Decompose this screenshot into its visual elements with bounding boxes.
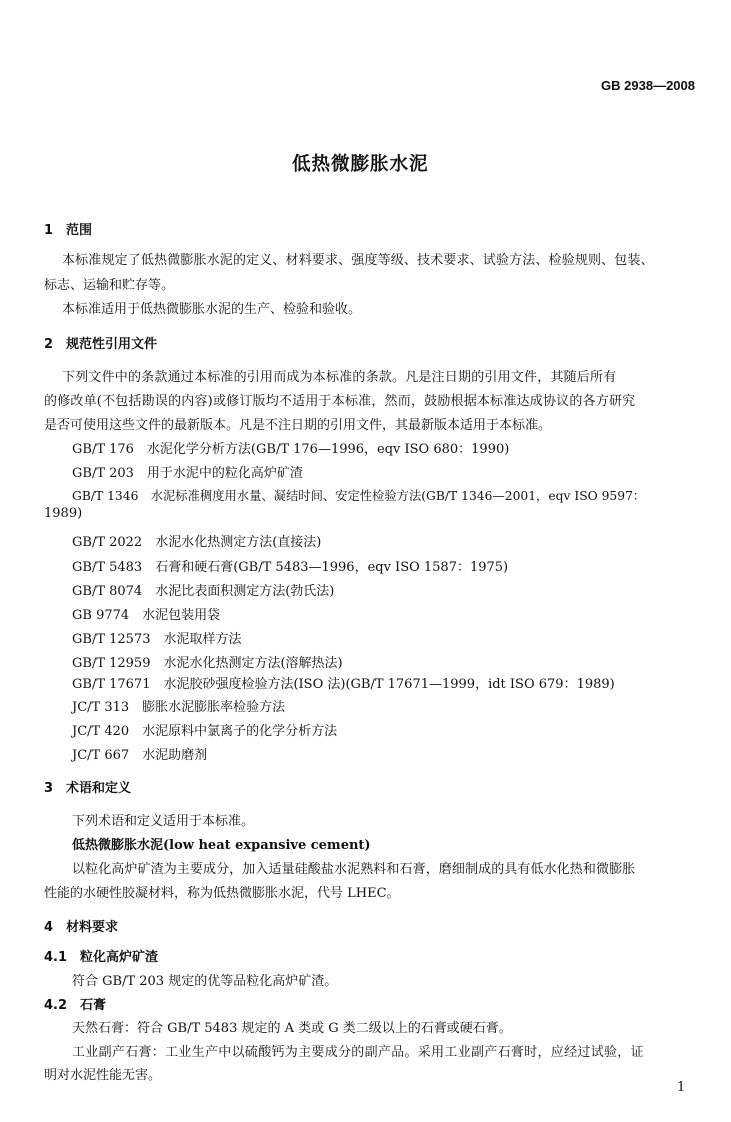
section-4-2-text-line: 明对水泥性能无害。 [44,1068,162,1083]
section-4-heading: 4 材料要求 [44,920,119,935]
reference-item: GB/T 2022 水泥水化热测定方法(直接法) [72,535,322,550]
section-2-paragraph-line: 是否可使用这些文件的最新版本。凡是不注日期的引用文件，其最新版本适用于本标准。 [44,418,552,433]
reference-item: 1989) [44,506,83,521]
reference-item: GB/T 203 用于水泥中的粒化高炉矿渣 [72,466,303,481]
reference-item: GB/T 5483 石膏和硬石膏(GB/T 5483—1996，eqv ISO 1587：1975) [72,560,509,575]
reference-item: GB 9774 水泥包装用袋 [72,608,221,623]
reference-item: JC/T 313 膨胀水泥膨胀率检验方法 [72,700,286,715]
reference-item: GB/T 12959 水泥水化热测定方法(溶解热法) [72,656,343,671]
section-4-1-text: 符合 GB/T 203 规定的优等品粒化高炉矿渣。 [72,974,338,989]
standard-number: GB 2938—2008 [601,78,695,93]
term-heading: 低热微膨胀水泥(low heat expansive cement) [72,838,371,853]
reference-item: JC/T 667 水泥助磨剂 [72,748,208,763]
reference-item: JC/T 420 水泥原料中氯离子的化学分析方法 [72,724,338,739]
section-1-paragraph: 本标准适用于低热微膨胀水泥的生产、检验和验收。 [62,302,362,317]
term-definition-line: 以粒化高炉矿渣为主要成分，加入适量硅酸盐水泥熟料和石膏，磨细制成的具有低水化热和微膨胀 [72,862,636,877]
section-4-2-text-line: 天然石膏：符合 GB/T 5483 规定的 A 类或 G 类二级以上的石膏或硬石膏。 [72,1021,512,1036]
section-3-heading: 3 术语和定义 [44,781,132,796]
section-2-heading: 2 规范性引用文件 [44,337,158,352]
section-1-paragraph-line: 标志、运输和贮存等。 [44,278,175,293]
reference-item: GB/T 8074 水泥比表面积测定方法(勃氏法) [72,584,335,599]
section-1-heading: 1 范围 [44,223,93,238]
page-number: 1 [677,1080,686,1095]
section-4-2-text-line: 工业副产石膏：工业生产中以硫酸钙为主要成分的副产品。采用工业副产石膏时，应经过试验，证 [72,1045,644,1060]
section-4-2-heading: 4.2 石膏 [44,998,107,1013]
section-2-paragraph-line: 下列文件中的条款通过本标准的引用而成为本标准的条款。凡是注日期的引用文件，其随后所有 [62,370,617,385]
reference-item: GB/T 176 水泥化学分析方法(GB/T 176—1996，eqv ISO 680：1990) [72,442,510,457]
page-title: 低热微膨胀水泥 [292,154,429,175]
section-3-paragraph: 下列术语和定义适用于本标准。 [72,814,255,829]
reference-item: GB/T 1346 水泥标准稠度用水量、凝结时间、安定性检验方法(GB/T 1346—2001，eqv ISO 9597： [72,489,646,503]
reference-item: GB/T 12573 水泥取样方法 [72,632,242,647]
section-1-paragraph-line: 本标准规定了低热微膨胀水泥的定义、材料要求、强度等级、技术要求、试验方法、检验规则、包装、 [62,253,654,268]
term-definition-line: 性能的水硬性胶凝材料，称为低热微膨胀水泥，代号 LHEC。 [44,886,400,901]
reference-item: GB/T 17671 水泥胶砂强度检验方法(ISO 法)(GB/T 17671—1999，idt ISO 679：1989) [72,677,615,692]
section-2-paragraph-line: 的修改单(不包括勘误的内容)或修订版均不适用于本标准，然而，鼓励根据本标准达成协议的各方研究 [44,394,636,409]
section-4-1-heading: 4.1 粒化高炉矿渣 [44,950,159,965]
